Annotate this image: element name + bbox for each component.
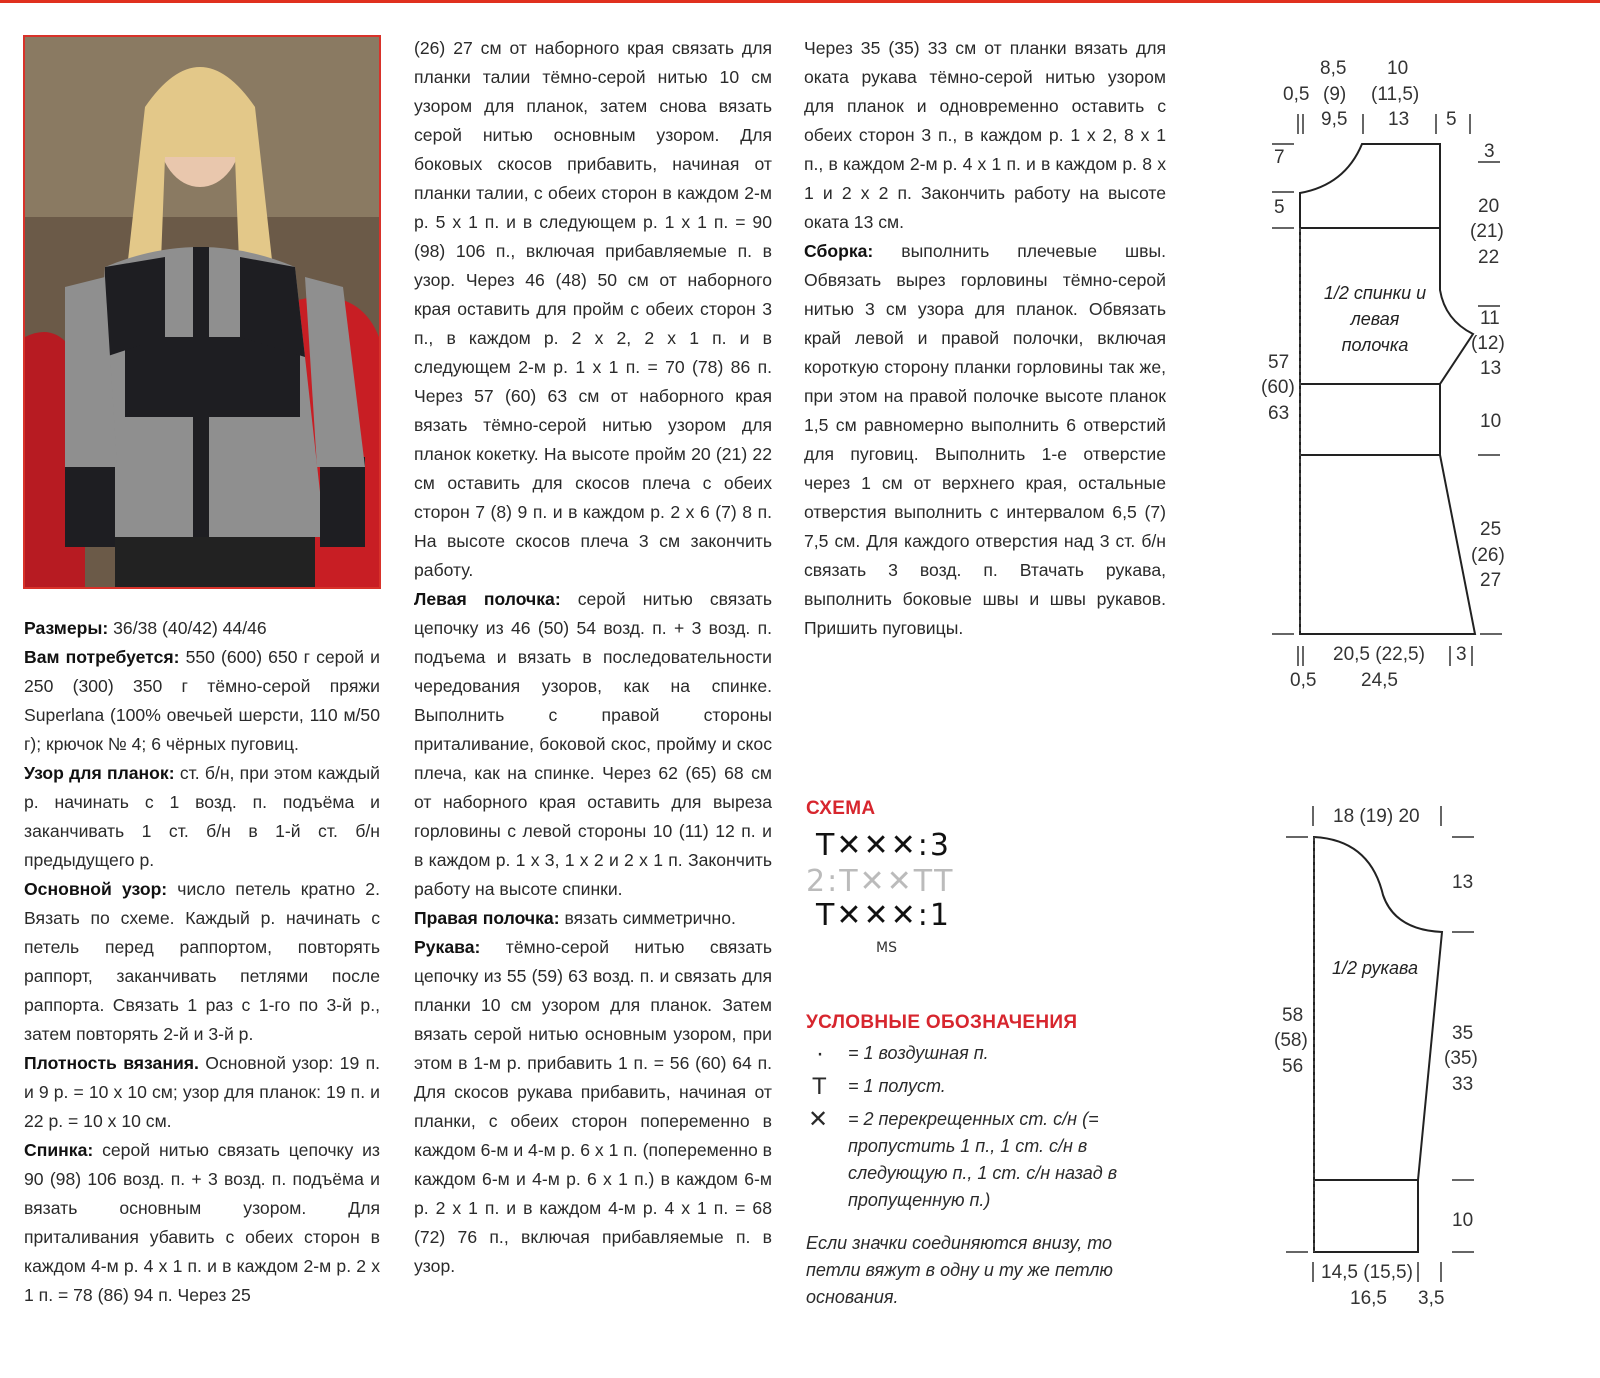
half-double-crochet-icon: Т: [812, 1073, 827, 1100]
body-dim-l7: 7: [1274, 147, 1285, 168]
legend-item-chain: · = 1 воздушная п.: [816, 1040, 989, 1067]
body-dim-r11: 11: [1480, 308, 1500, 329]
sleeve-dim-b2: 16,5: [1350, 1288, 1387, 1309]
sleeve-dim-l58b: (58): [1274, 1030, 1308, 1051]
sleeve-dim-l58: 58: [1282, 1005, 1304, 1026]
text-column-3: Через 35 (35) 33 см от планки вязать для оката рукава тёмно-серой нитью узором для планок и одновременно оставить с обеих сторон 3 п., в каждом р. 1 х 2, 8 х 1 п., в каждом 2-м р. 4 х 1 п. и в каждом р. 8 х 1 и 2 х 2 п. Закончить работу на высоте оката 13 см. Сборка: выполнить плечевые швы. Обвязать вырез горловины тёмно-серой нитью 3 см узора для планок. Обвязать край левой и правой полочки, включая короткую сторону планки горловины так же, при этом на правой полочке высоте планок 1,5 см равномерно выполнить 6 отверстий для пуговиц. Выполнить 1-е отверстие через 1 см от верхнего края, остальные отверстия выполнить с интервалом 6,5 (7) 7,5 см. Для каждого отверстия над 3 ст. б/н связать 3 возд. п. Втачать рукава, выполнить боковые швы и швы рукавов. Пришить пуговицы.: [804, 38, 1166, 638]
scheme-row-2: 2:Т✕✕ТТ: [806, 864, 955, 899]
body-dim-r25: 25: [1480, 519, 1502, 540]
body-dim-r12: (12): [1471, 333, 1505, 354]
body-dim-top5: (11,5): [1371, 84, 1420, 105]
text-column-1: Размеры: 36/38 (40/42) 44/46 Вам потребуется: 550 (600) 650 г серой и 250 (300) 350 г тёмно-серой пряжи Superlana (100% овечьей шерсти, 110 м/50 г); крючок № 4; 6 чёрных пуговиц. Узор для планок: ст. б/н, при этом каждый р. начинать с 1 возд. п. подъёма и заканчивать 1 ст. б/н в 1-й ст. б/н предыдущего р. Основной узор: число петель кратно 2. Вязать по схеме. Каждый р. начинать с петель перед раппортом, повторять раппорт, заканчивать петлями после раппорта. Связать 1 раз с 1-го по 3-й р., затем повторять 2-й и 3-й р. Плотность вязания. Основной узор: 19 п. и 9 р. = 10 х 10 см; узор для планок: 19 п. и 22 р. = 10 х 10 см. Спинка: серой нитью связать цепочку из 90 (98) 106 возд. п. + 3 возд. п. подъёма и вязать основным узором. Для приталивания убавить с обеих сторон в каждом 4-м р. 4 х 1 п. и в каждом 2-м р. 2 х 1 п. = 78 (86) 94 п. Через 25: [24, 618, 380, 1305]
text-column-2: (26) 27 см от наборного края связать для планки талии тёмно-серой нитью 10 см узором для планок, затем снова вязать серой нитью основным узором. Для боковых скосов прибавить, начиная от планки талии, с обеих сторон в каждом 2-м р. 5 х 1 п. и в следующем р. 1 х 1 п. = 90 (98) 106 п., включая прибавляемые п. в узор. Через 46 (48) 50 см от наборного края оставить для пройм с обеих сторон 3 п., в каждом р. 2 х 2, 2 х 1 п. и в следующем 2-м р. 1 х 1 п. = 70 (78) 86 п. Через 57 (60) 63 см от наборного края вязать тёмно-серой нитью узором для планок кокетку. На высоте пройм 20 (21) 22 см оставить для скосов плеча с обеих сторон 7 (8) 9 п. и в каждом р. 2 х 6 (7) 8 п. На высоте скосов плеча 3 см закончить работу. Левая полочка: серой нитью связать цепочку из 46 (50) 54 возд. п. + 3 возд. п. подъема и вязать в последовательности чередования узоров, как на спинке. Выполнить с правой стороны приталивание, боковой скос, пройму и скос плеча, как на спинке. Через 62 (65) 68 см от наборного края оставить для выреза горловины с левой стороны 10 (11) 12 п. и в каждом р. 1 х 3, 1 х 2 и 2 х 1 п. Закончить работу на высоте спинки. Правая полочка: вязать симметрично. Рукава: тёмно-серой нитью связать цепочку из 55 (59) 63 возд. п. и связать для планки 10 см узором для планок. Затем вязать серой нитью основным узором, при этом в 1-м р. прибавить 1 п. = 56 (60) 64 п. Для скосов рукава прибавить, начиная от планки, с обеих сторон попеременно в каждом 6-м и 4-м р. 6 х 1 п. (попеременно в каждом 6-м и 4-м р. 6 х 1 п.) в каждом 6-м р. 2 х 1 п. и в каждом 4-м р. 4 х 1 п. = 68 (72) 76 п., включая прибавляемые п. в узор.: [414, 38, 772, 1276]
legend-title: УСЛОВНЫЕ ОБОЗНАЧЕНИЯ: [806, 1012, 1078, 1033]
crossed-dc-icon: ✕: [808, 1106, 829, 1133]
body-dim-r27: 27: [1480, 570, 1502, 591]
body-dim-r20: 20: [1478, 196, 1500, 217]
body-dim-r21: (21): [1470, 221, 1504, 242]
sleeve-dim-top: 18 (19) 20: [1333, 806, 1420, 827]
body-dim-l60: (60): [1261, 377, 1295, 398]
sleeve-dim-r10: 10: [1452, 1210, 1474, 1231]
scheme-row-3: Т✕✕✕:3: [816, 828, 951, 863]
sleeve-dim-r13: 13: [1452, 872, 1474, 893]
sleeve-dim-r35: 35: [1452, 1023, 1474, 1044]
body-dim-top2: 10: [1387, 58, 1409, 79]
body-dim-top1: 8,5: [1320, 58, 1347, 79]
body-dim-top6: 9,5: [1321, 109, 1348, 130]
body-dim-l5: 5: [1274, 197, 1285, 218]
sleeve-dim-r33: 33: [1452, 1074, 1474, 1095]
sleeve-dim-l56: 56: [1282, 1056, 1304, 1077]
scheme-rapport-label: MS: [876, 940, 897, 956]
body-dim-b1: 20,5 (22,5): [1333, 644, 1425, 665]
body-dim-r22: 22: [1478, 247, 1500, 268]
legend-item-crossed-dc: ✕ = 2 перекрещенных ст. с/н (= пропустить 1 п., 1 ст. с/н в следующую п., 1 ст. с/н назад в пропущенную п.): [808, 1106, 1118, 1210]
sleeve-diagram-label: 1/2 рукава: [1332, 958, 1418, 978]
sleeve-dim-b3: 3,5: [1418, 1288, 1445, 1309]
sleeve-outline: [1314, 837, 1442, 1252]
body-dim-r13: 13: [1480, 358, 1502, 379]
body-dim-b3: 0,5: [1290, 670, 1317, 691]
body-dim-l63: 63: [1268, 403, 1290, 424]
body-dim-top7: 13: [1388, 109, 1410, 130]
body-dim-r10: 10: [1480, 411, 1502, 432]
body-dim-l57: 57: [1268, 352, 1290, 373]
body-dim-top4: (9): [1323, 84, 1347, 105]
body-dim-b2: 3: [1456, 644, 1467, 665]
body-dim-top3: 0,5: [1283, 84, 1310, 105]
body-dim-r3: 3: [1484, 141, 1495, 162]
body-diagram-label: 1/2 спинки и левая полочка: [1323, 283, 1427, 355]
sleeve-dim-r35b: (35): [1444, 1048, 1478, 1069]
sleeve-dim-b1: 14,5 (15,5): [1321, 1262, 1413, 1283]
body-dim-b4: 24,5: [1361, 670, 1398, 691]
legend-item-half-dc: Т = 1 полуст.: [812, 1073, 946, 1100]
body-dim-top8: 5: [1446, 109, 1457, 130]
legend-note: Если значки соединяются внизу, то петли вяжут в одну и ту же петлю основания.: [806, 1233, 1113, 1307]
chain-stitch-icon: ·: [816, 1040, 824, 1067]
scheme-row-1: Т✕✕✕:1: [816, 898, 951, 933]
scheme-title: СХЕМА: [806, 798, 876, 819]
body-dim-r26: (26): [1471, 545, 1505, 566]
